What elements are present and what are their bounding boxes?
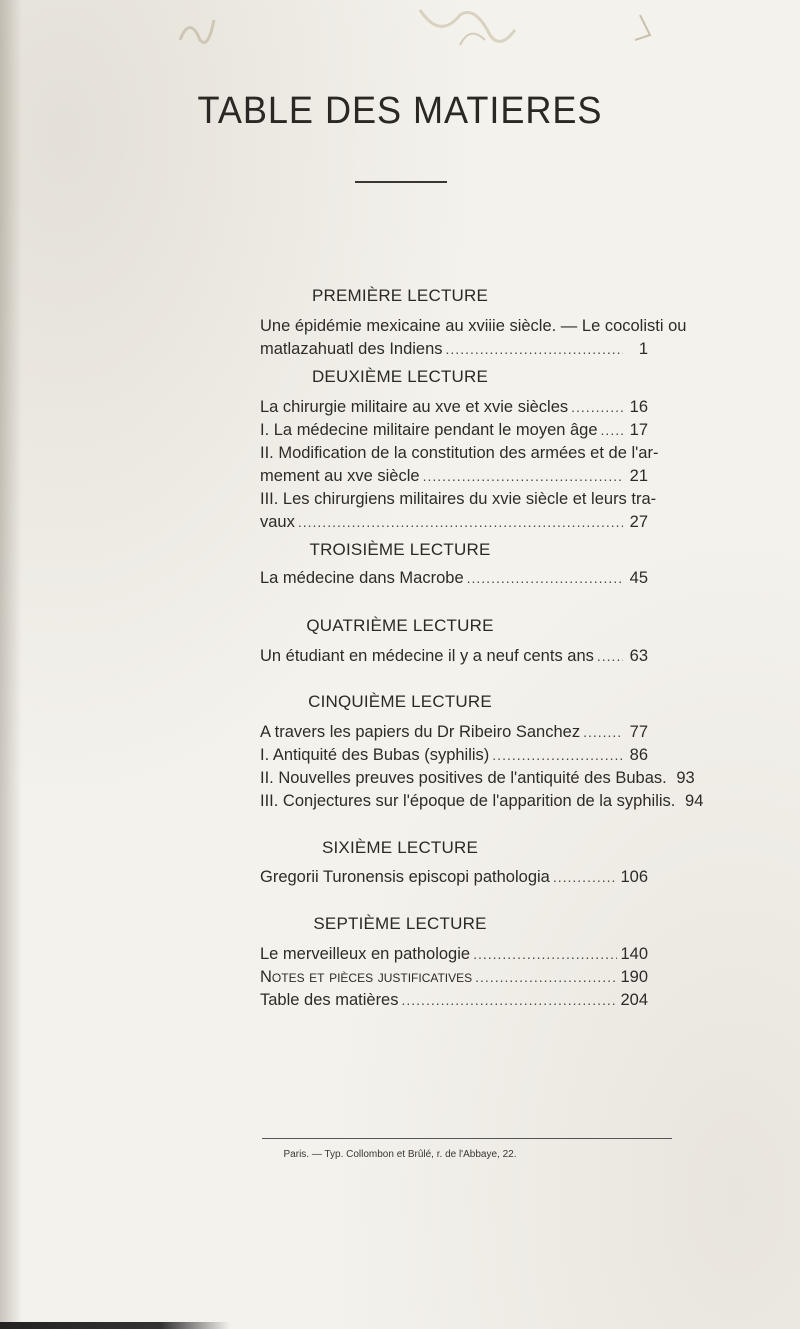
toc-page-number: 204 <box>620 991 648 1009</box>
dot-leader <box>492 744 623 767</box>
footer-rule <box>262 1138 672 1139</box>
toc-text: La chirurgie militaire au xve et xvie siècles <box>260 398 569 416</box>
toc-page-number: 17 <box>629 421 648 439</box>
toc-text: mement au xve siècle <box>260 467 420 485</box>
toc-page-number: 140 <box>620 945 648 963</box>
toc-text: Une épidémie mexicaine au xviiie siècle. — Le cocolisti ou <box>260 317 687 335</box>
toc-text: Table des matières <box>260 991 399 1009</box>
section-entries-1 <box>260 315 687 361</box>
section-entries-5 <box>260 721 704 813</box>
section-heading-5: CINQUIÈME LECTURE <box>308 692 492 711</box>
toc-text: II. Modification de la constitution des armées et de l'ar- <box>260 444 659 462</box>
section-heading-2: DEUXIÈME LECTURE <box>311 367 489 386</box>
toc-page-number: 77 <box>629 723 648 741</box>
dot-leader <box>446 338 623 361</box>
toc-text: I. Antiquité des Bubas (syphilis) <box>260 746 490 764</box>
printer-imprint: Paris. — Typ. Collombon et Brûlé, r. de l'Abbaye, 22. <box>283 1149 517 1160</box>
toc-text: III. Conjectures sur l'époque de l'apparition de la syphilis. <box>260 792 676 810</box>
dot-leader <box>473 943 617 966</box>
toc-text: Un étudiant en médecine il y a neuf cents ans <box>260 647 594 665</box>
toc-line <box>260 465 648 488</box>
toc-page-number: 93 <box>676 769 695 787</box>
toc-line <box>260 767 695 790</box>
dot-leader <box>601 419 623 442</box>
section-entries-6 <box>260 866 648 889</box>
toc-line <box>260 989 648 1012</box>
toc-text: matlazahuatl des Indiens <box>260 340 443 358</box>
toc-page-number: 190 <box>620 968 648 986</box>
toc-text: III. Les chirurgiens militaires du xvie siècle et leurs tra- <box>260 490 657 508</box>
page-title: TABLE DES MATIERES <box>197 90 603 132</box>
toc-line <box>260 488 657 511</box>
toc-text: Gregorii Turonensis episcopi pathologia <box>260 868 550 886</box>
toc-text: vaux <box>260 513 295 531</box>
toc-text: Notes et pièces justificatives <box>260 968 473 986</box>
section-heading-3: TROISIÈME LECTURE <box>309 540 491 559</box>
dot-leader <box>583 721 623 744</box>
toc-line <box>260 721 648 744</box>
section-entries-4 <box>260 645 648 668</box>
section-entries-7 <box>260 943 648 1012</box>
section-heading-7: SEPTIÈME LECTURE <box>313 914 487 933</box>
toc-line <box>260 419 648 442</box>
toc-line <box>260 396 648 419</box>
dot-leader <box>298 511 623 534</box>
toc-page-number: 45 <box>629 569 648 587</box>
dot-leader <box>571 396 623 419</box>
toc-page-number: 27 <box>629 513 648 531</box>
toc-line <box>260 338 648 361</box>
toc-page-number: 63 <box>629 647 648 665</box>
title-rule <box>355 181 447 183</box>
toc-text: I. La médecine militaire pendant le moyen âge <box>260 421 598 439</box>
dot-leader <box>402 989 618 1012</box>
toc-line <box>260 645 648 668</box>
toc-line <box>260 511 648 534</box>
toc-text: La médecine dans Macrobe <box>260 569 464 587</box>
toc-page-number: 106 <box>620 868 648 886</box>
section-heading-4: QUATRIÈME LECTURE <box>306 616 494 635</box>
toc-line <box>260 567 648 590</box>
toc-page-number: 86 <box>629 746 648 764</box>
section-heading-6: SIXIÈME LECTURE <box>321 838 479 857</box>
bleed-through-smudge <box>170 0 670 60</box>
toc-line <box>260 442 659 465</box>
toc-text: II. Nouvelles preuves positives de l'antiquité des Bubas. <box>260 769 667 787</box>
toc-page-number: 1 <box>638 340 648 358</box>
dot-leader <box>467 567 623 590</box>
page-edge-mark <box>0 1322 230 1329</box>
toc-line <box>260 866 648 889</box>
page-edge-shadow <box>0 0 22 1329</box>
toc-line <box>260 315 687 338</box>
toc-text: Le merveilleux en pathologie <box>260 945 471 963</box>
toc-line <box>260 943 648 966</box>
toc-text: A travers les papiers du Dr Ribeiro Sanchez <box>260 723 581 741</box>
dot-leader <box>597 645 623 668</box>
toc-line <box>260 744 648 767</box>
section-entries-2 <box>260 396 659 534</box>
toc-page-number: 94 <box>685 792 704 810</box>
toc-line <box>260 966 648 989</box>
dot-leader <box>423 465 623 488</box>
toc-page-number: 16 <box>629 398 648 416</box>
toc-line <box>260 790 704 813</box>
dot-leader <box>475 966 617 989</box>
dot-leader <box>553 866 618 889</box>
section-entries-3 <box>260 567 648 590</box>
toc-page-number: 21 <box>629 467 648 485</box>
section-heading-1: PREMIÈRE LECTURE <box>311 286 489 305</box>
